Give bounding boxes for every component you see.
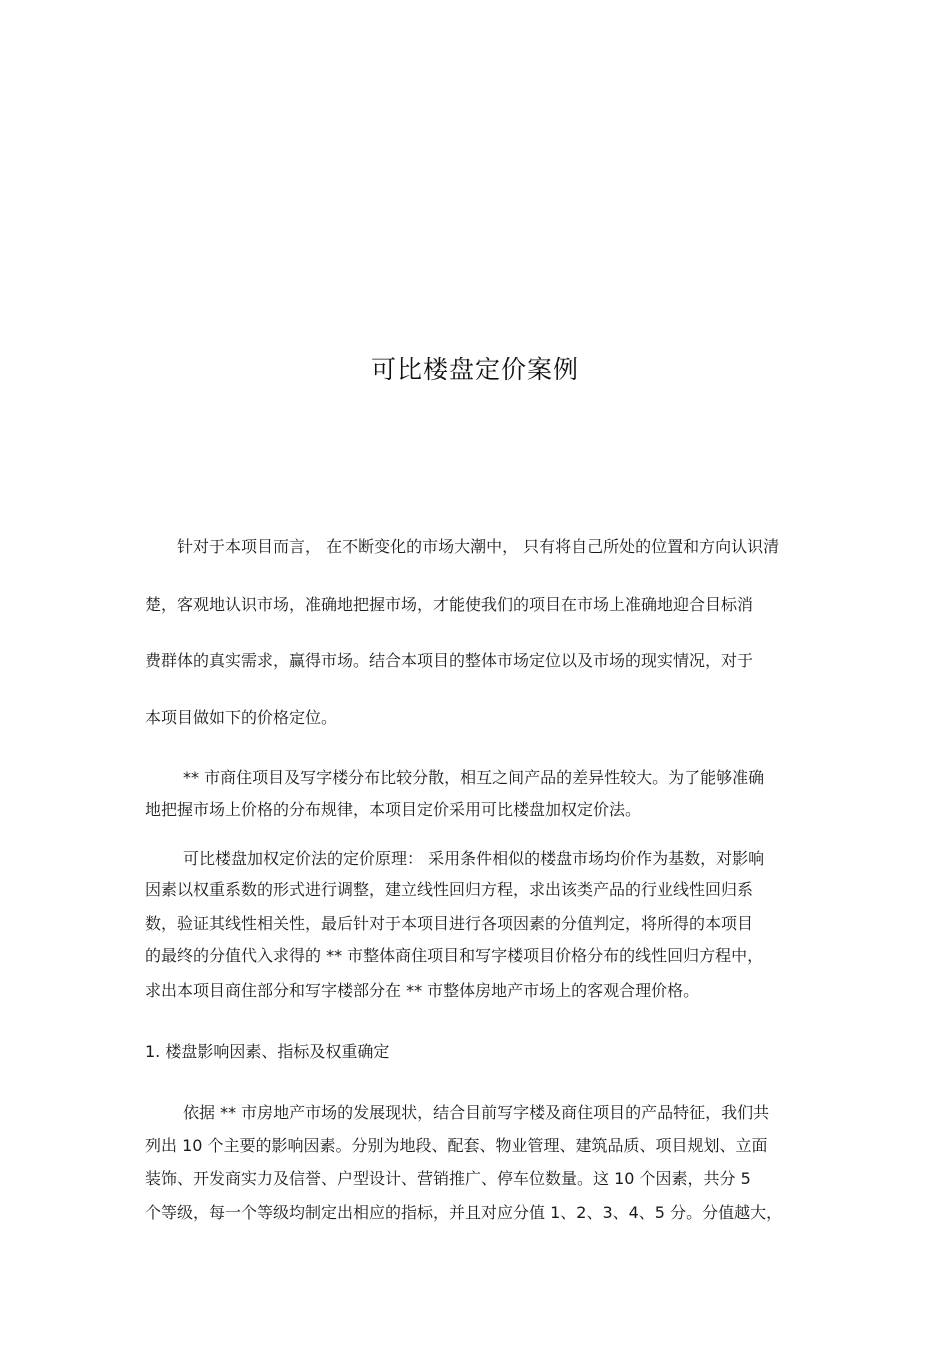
paragraph-3-line-3: 数，验证其线性相关性，最后针对于本项目进行各项因素的分值判定，将所得的本项目 bbox=[145, 914, 754, 933]
paragraph-5-line-4: 个等级，每一个等级均制定出相应的指标，并且对应分值 1、2、3、4、5 分。分值越大， bbox=[145, 1203, 783, 1222]
paragraph-2-line-2: 地把握市场上价格的分布规律，本项目定价采用可比楼盘加权定价法。 bbox=[145, 800, 642, 819]
paragraph-3-line-1: 可比楼盘加权定价法的定价原理： 采用条件相似的楼盘市场均价作为基数，对影响 bbox=[183, 849, 765, 868]
document-title: 可比楼盘定价案例 bbox=[370, 355, 579, 384]
paragraph-5-line-3: 装饰、开发商实力及信誉、户型设计、营销推广、停车位数量。这 10 个因素，共分 5 bbox=[145, 1169, 751, 1188]
paragraph-2-line-1: ** 市商住项目及写字楼分布比较分散，相互之间产品的差异性较大。为了能够准确 bbox=[183, 768, 765, 787]
section-heading-1: 1. 楼盘影响因素、指标及权重确定 bbox=[145, 1042, 390, 1061]
paragraph-1-line-3: 费群体的真实需求，赢得市场。结合本项目的整体市场定位以及市场的现实情况，对于 bbox=[145, 651, 754, 670]
paragraph-3-line-2: 因素以权重系数的形式进行调整，建立线性回归方程，求出该类产品的行业线性回归系 bbox=[145, 880, 754, 899]
paragraph-3-line-4: 的最终的分值代入求得的 ** 市整体商住项目和写字楼项目价格分布的线性回归方程中， bbox=[145, 946, 764, 965]
paragraph-1-line-1: 针对于本项目而言， 在不断变化的市场大潮中， 只有将自己所处的位置和方向认识清 bbox=[177, 537, 780, 556]
paragraph-1-line-2: 楚，客观地认识市场，准确地把握市场，才能使我们的项目在市场上准确地迎合目标消 bbox=[145, 595, 754, 614]
paragraph-5-line-1: 依据 ** 市房地产市场的发展现状，结合目前写字楼及商住项目的产品特征，我们共 bbox=[183, 1103, 770, 1122]
paragraph-3-line-5: 求出本项目商住部分和写字楼部分在 ** 市整体房地产市场上的客观合理价格。 bbox=[145, 981, 700, 1000]
paragraph-1-line-4: 本项目做如下的价格定位。 bbox=[145, 708, 338, 727]
paragraph-5-line-2: 列出 10 个主要的影响因素。分别为地段、配套、物业管理、建筑品质、项目规划、立面 bbox=[145, 1136, 768, 1155]
